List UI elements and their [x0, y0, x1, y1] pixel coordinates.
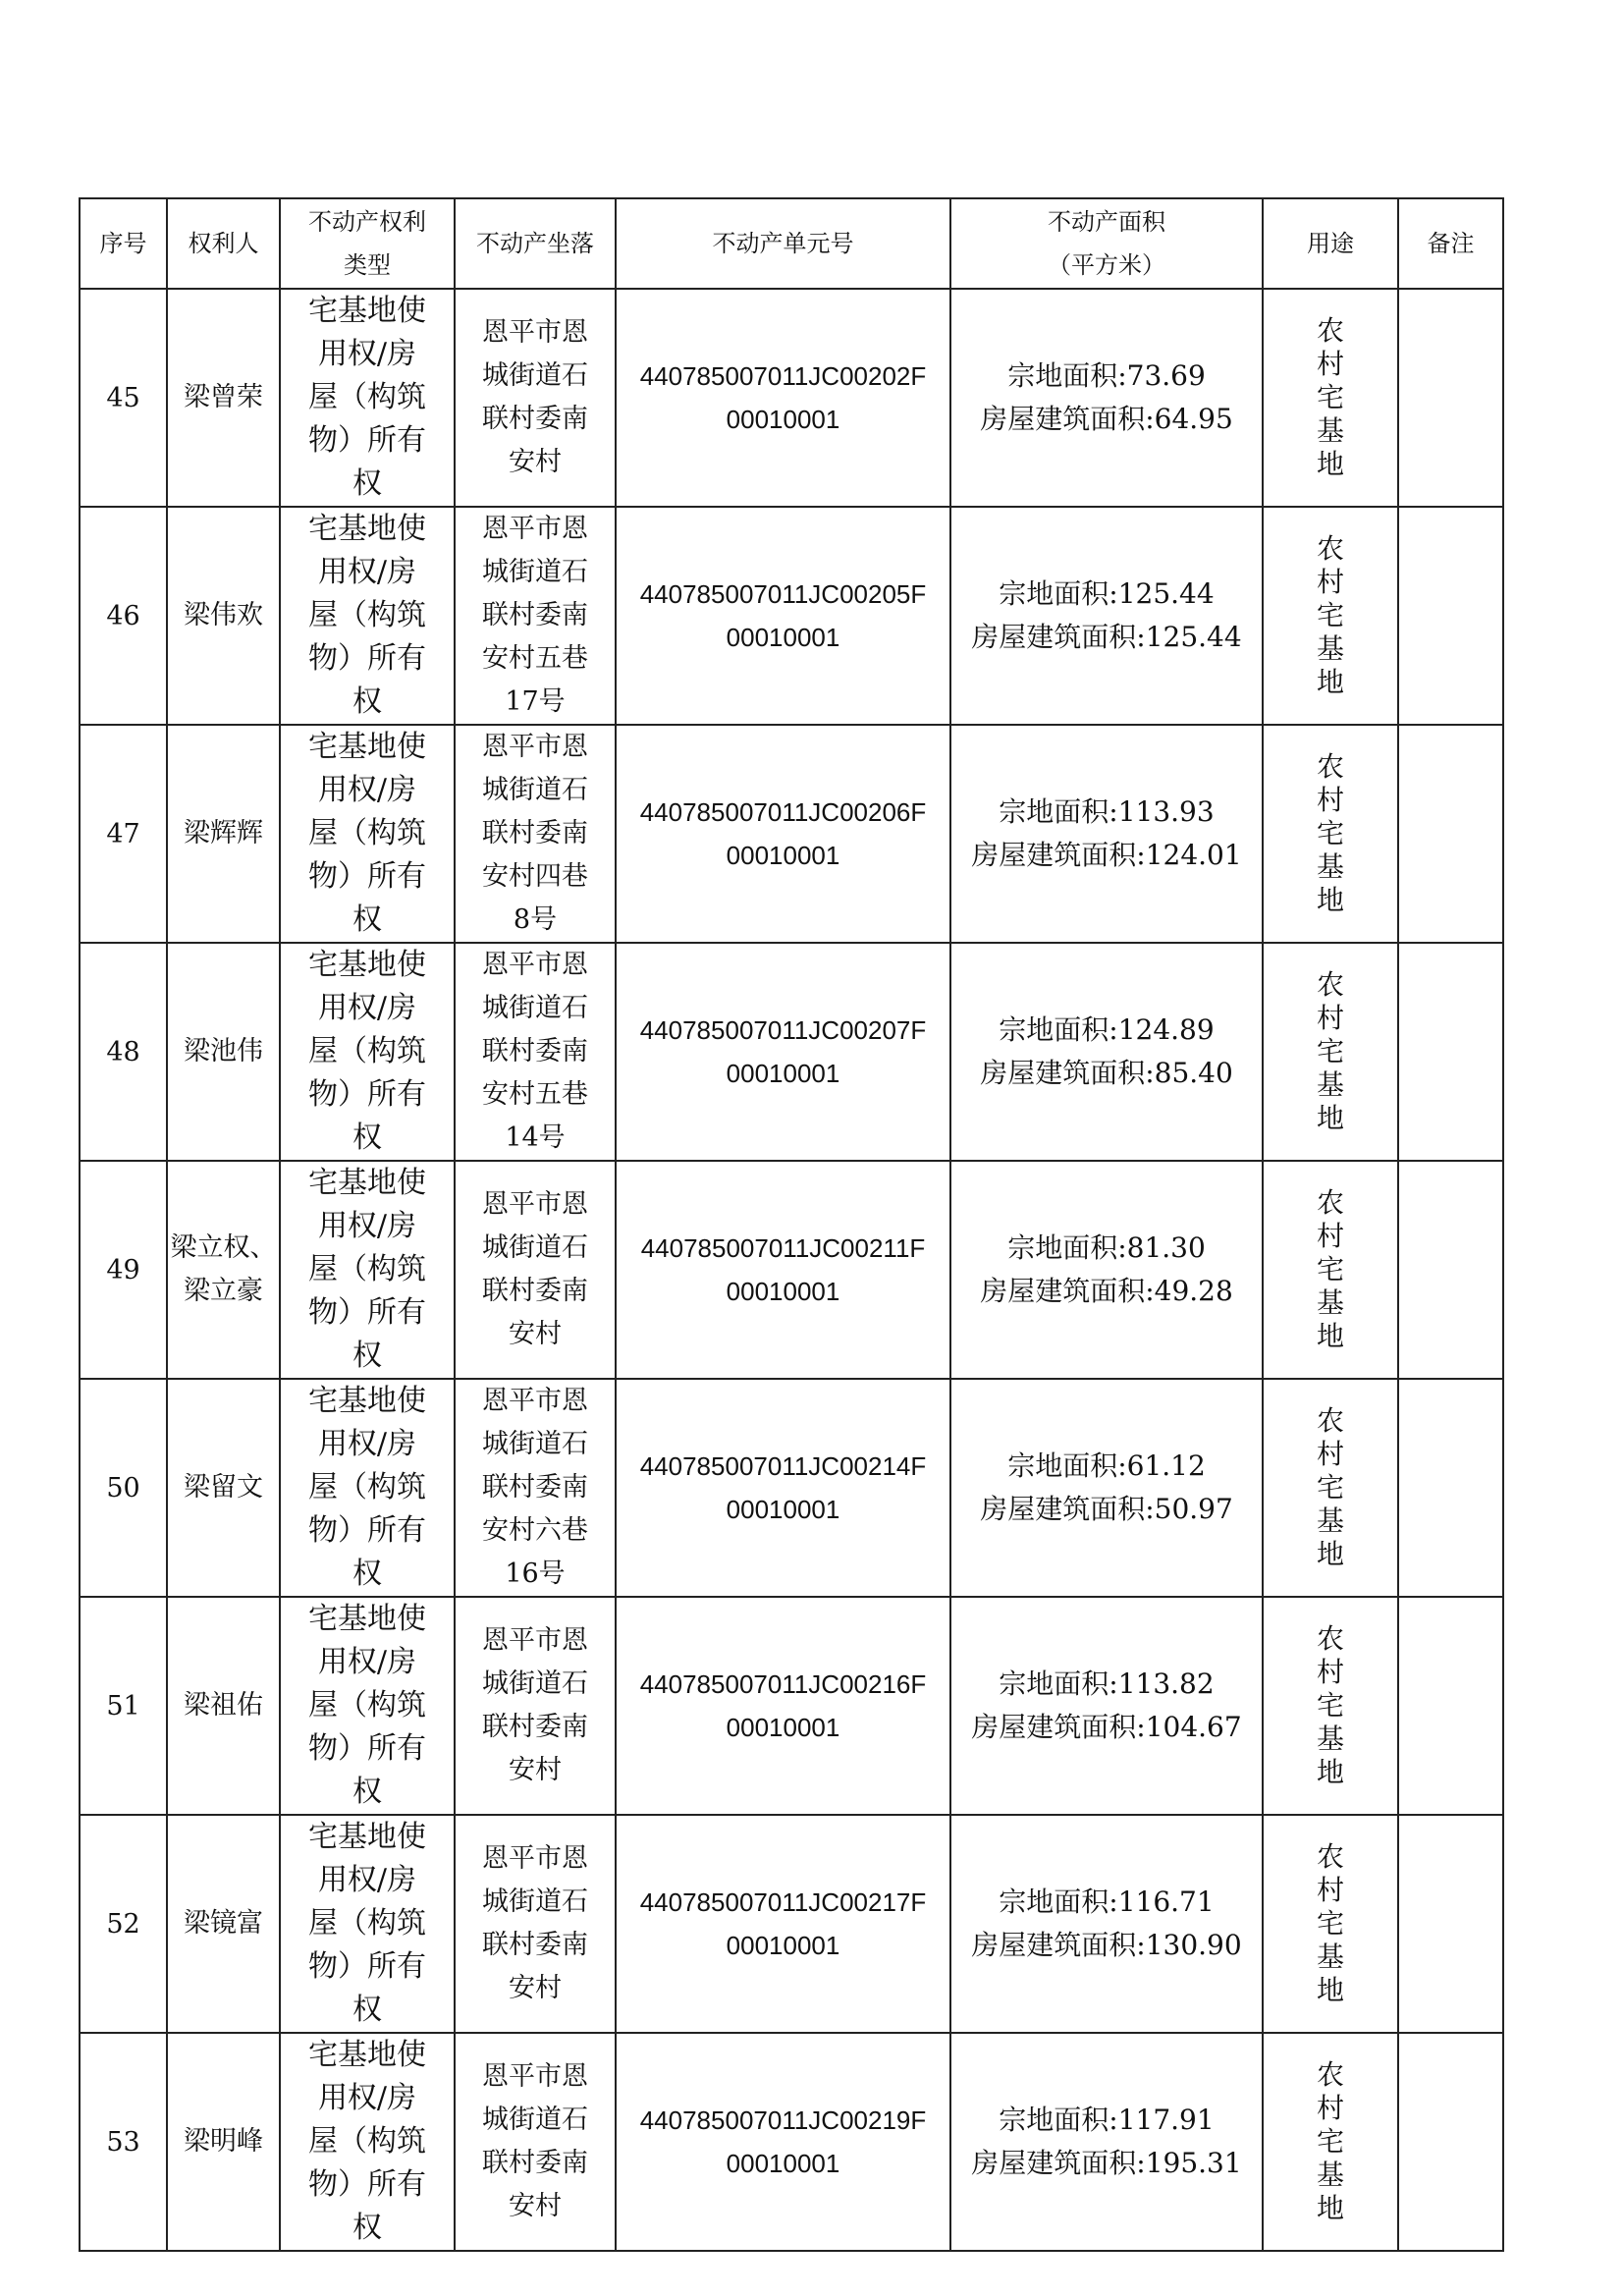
table-row: [80, 725, 1503, 943]
row-building-area: 房屋建筑面积:130.90: [971, 1929, 1242, 1961]
row-building-area: 房屋建筑面积:195.31: [971, 2147, 1242, 2179]
row-use: 农村宅基地: [1316, 2058, 1344, 2224]
table-row: [80, 1161, 1503, 1379]
table-row: [80, 1597, 1503, 1815]
row-land-area: 宗地面积:113.93: [999, 795, 1215, 828]
table-row: [80, 289, 1503, 507]
row-use: 农村宅基地: [1316, 1186, 1344, 1352]
row-unit-number: 440785007011JC00205F00010001: [639, 579, 927, 652]
row-right-type: 宅基地使用权/房屋（构筑物）所有权: [308, 1820, 426, 2027]
row-location: 恩平市恩城街道石联村委南安村六巷16号: [482, 1386, 588, 1589]
header-use: 用途: [1263, 198, 1398, 289]
row-right-type: 宅基地使用权/房屋（构筑物）所有权: [308, 1384, 426, 1591]
row-use: 农村宅基地: [1316, 1840, 1344, 2006]
row-use: 农村宅基地: [1316, 1404, 1344, 1570]
row-note: [1398, 289, 1503, 507]
row-location: 恩平市恩城街道石联村委南安村: [482, 317, 588, 477]
table-row: [80, 2033, 1503, 2251]
table-row: [80, 943, 1503, 1161]
row-note: [1398, 507, 1503, 725]
row-owner: 梁祖佑: [167, 1597, 280, 1815]
row-note: [1398, 1379, 1503, 1597]
row-land-area: 宗地面积:116.71: [999, 1886, 1215, 1918]
row-building-area: 房屋建筑面积:85.40: [980, 1057, 1233, 1089]
row-unit-number: 440785007011JC00217F00010001: [639, 1887, 927, 1960]
row-unit-number: 440785007011JC00207F00010001: [639, 1015, 927, 1088]
row-right-type: 宅基地使用权/房屋（构筑物）所有权: [308, 730, 426, 937]
header-location: 不动产坐落: [455, 198, 616, 289]
row-location: 恩平市恩城街道石联村委南安村四巷8号: [482, 732, 588, 935]
row-building-area: 房屋建筑面积:125.44: [971, 621, 1242, 653]
row-building-area: 房屋建筑面积:64.95: [980, 403, 1233, 435]
row-location: 恩平市恩城街道石联村委南安村: [482, 1189, 588, 1349]
row-use: 农村宅基地: [1316, 314, 1344, 480]
table-row: [80, 1379, 1503, 1597]
row-note: [1398, 1815, 1503, 2033]
row-land-area: 宗地面积:125.44: [999, 577, 1215, 610]
row-right-type: 宅基地使用权/房屋（构筑物）所有权: [308, 948, 426, 1155]
header-area: 不动产面积 （平方米）: [950, 198, 1263, 289]
row-note: [1398, 1597, 1503, 1815]
row-owner: 梁曾荣: [167, 289, 280, 507]
row-seq: 51: [80, 1597, 167, 1815]
row-land-area: 宗地面积:113.82: [999, 1667, 1215, 1700]
table-row: [80, 507, 1503, 725]
row-right-type: 宅基地使用权/房屋（构筑物）所有权: [308, 294, 426, 501]
row-note: [1398, 2033, 1503, 2251]
header-unit-number: 不动产单元号: [616, 198, 950, 289]
row-right-type: 宅基地使用权/房屋（构筑物）所有权: [308, 1166, 426, 1373]
row-right-type: 宅基地使用权/房屋（构筑物）所有权: [308, 512, 426, 719]
header-owner: 权利人: [167, 198, 280, 289]
row-use: 农村宅基地: [1316, 750, 1344, 916]
row-right-type: 宅基地使用权/房屋（构筑物）所有权: [308, 1602, 426, 1809]
row-location: 恩平市恩城街道石联村委南安村五巷17号: [482, 514, 588, 717]
row-use: 农村宅基地: [1316, 968, 1344, 1134]
row-building-area: 房屋建筑面积:49.28: [980, 1275, 1233, 1307]
row-seq: 46: [80, 507, 167, 725]
header-note: 备注: [1398, 198, 1503, 289]
row-note: [1398, 943, 1503, 1161]
table-header-row: [80, 198, 1503, 289]
table-row: [80, 1815, 1503, 2033]
row-seq: 53: [80, 2033, 167, 2251]
property-registry-table: [79, 197, 1504, 2252]
row-unit-number: 440785007011JC00214F00010001: [639, 1451, 927, 1524]
row-location: 恩平市恩城街道石联村委南安村: [482, 1843, 588, 2003]
row-seq: 45: [80, 289, 167, 507]
row-right-type: 宅基地使用权/房屋（构筑物）所有权: [308, 2038, 426, 2245]
row-seq: 49: [80, 1161, 167, 1379]
row-building-area: 房屋建筑面积:124.01: [971, 839, 1242, 871]
row-location: 恩平市恩城街道石联村委南安村: [482, 1625, 588, 1785]
row-use: 农村宅基地: [1316, 532, 1344, 698]
row-seq: 48: [80, 943, 167, 1161]
row-owner: 梁镜富: [167, 1815, 280, 2033]
row-owner: 梁明峰: [167, 2033, 280, 2251]
row-seq: 52: [80, 1815, 167, 2033]
row-owner: 梁伟欢: [167, 507, 280, 725]
row-owner: 梁留文: [167, 1379, 280, 1597]
row-land-area: 宗地面积:81.30: [1007, 1231, 1206, 1264]
header-seq: 序号: [80, 198, 167, 289]
row-land-area: 宗地面积:73.69: [1007, 359, 1206, 392]
row-unit-number: 440785007011JC00216F00010001: [639, 1669, 927, 1742]
row-unit-number: 440785007011JC00202F00010001: [639, 361, 927, 434]
row-location: 恩平市恩城街道石联村委南安村: [482, 2061, 588, 2221]
row-owner: 梁池伟: [167, 943, 280, 1161]
row-use: 农村宅基地: [1316, 1622, 1344, 1788]
row-land-area: 宗地面积:124.89: [999, 1013, 1215, 1046]
row-seq: 47: [80, 725, 167, 943]
row-owner: 梁辉辉: [167, 725, 280, 943]
row-location: 恩平市恩城街道石联村委南安村五巷14号: [482, 950, 588, 1153]
row-owner: 梁立权、 梁立豪: [167, 1161, 280, 1379]
row-note: [1398, 1161, 1503, 1379]
header-right-type: 不动产权利 类型: [280, 198, 455, 289]
row-unit-number: 440785007011JC00211F00010001: [640, 1233, 926, 1306]
row-land-area: 宗地面积:61.12: [1007, 1449, 1206, 1482]
row-building-area: 房屋建筑面积:50.97: [980, 1493, 1233, 1525]
row-unit-number: 440785007011JC00219F00010001: [639, 2105, 927, 2178]
row-land-area: 宗地面积:117.91: [999, 2104, 1215, 2136]
row-seq: 50: [80, 1379, 167, 1597]
row-unit-number: 440785007011JC00206F00010001: [639, 797, 927, 870]
row-building-area: 房屋建筑面积:104.67: [971, 1711, 1242, 1743]
row-note: [1398, 725, 1503, 943]
